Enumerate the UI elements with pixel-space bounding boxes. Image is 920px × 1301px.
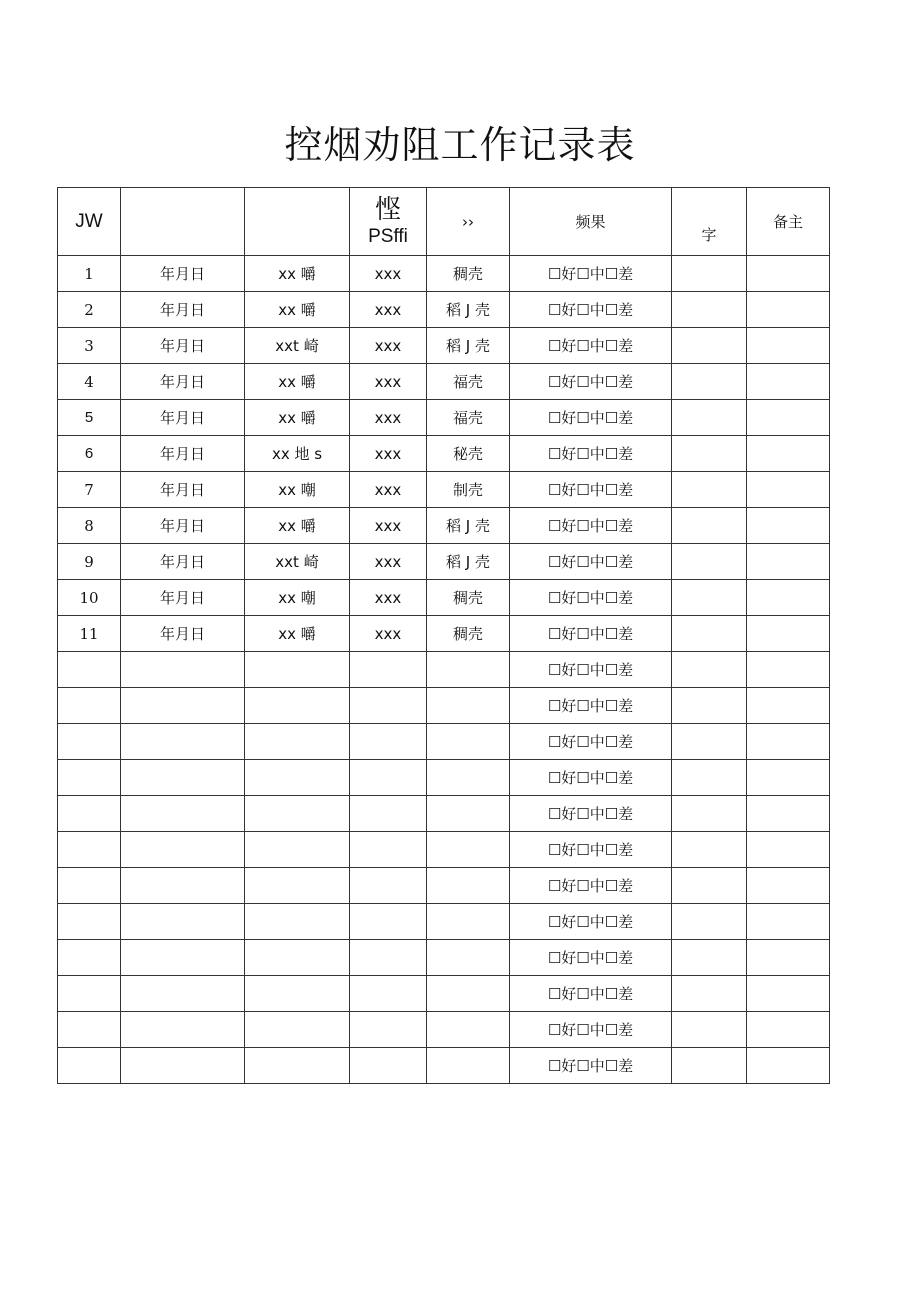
cell-signature: [672, 832, 747, 868]
cell-no: [58, 976, 121, 1012]
cell-no: 1: [58, 256, 121, 292]
cell-method: 稠壳: [427, 616, 510, 652]
cell-method: [427, 940, 510, 976]
cell-date: [121, 868, 245, 904]
cell-person: [350, 760, 427, 796]
cell-method: [427, 904, 510, 940]
cell-no: 11: [58, 616, 121, 652]
cell-no: [58, 796, 121, 832]
table-body: [58, 188, 830, 1084]
cell-signature: [672, 328, 747, 364]
cell-signature: [672, 256, 747, 292]
cell-no: 10: [58, 580, 121, 616]
cell-no: [58, 832, 121, 868]
cell-method: [427, 976, 510, 1012]
cell-remarks: [747, 652, 830, 688]
cell-signature: [672, 688, 747, 724]
page-title: 控烟劝阻工作记录表: [284, 123, 636, 167]
cell-result: ☐好☐中☐差: [510, 400, 672, 436]
cell-date: 年月日: [121, 544, 245, 580]
cell-person: xxx: [350, 364, 427, 400]
cell-location: [245, 652, 350, 688]
cell-remarks: [747, 544, 830, 580]
cell-person: xxx: [350, 328, 427, 364]
cell-method: 稠壳: [427, 580, 510, 616]
cell-remarks: [747, 580, 830, 616]
cell-date: 年月日: [121, 256, 245, 292]
table-row: [58, 868, 830, 904]
table-row: [58, 616, 830, 652]
cell-signature: [672, 868, 747, 904]
table-row: [58, 1048, 830, 1084]
cell-remarks: [747, 724, 830, 760]
cell-date: [121, 688, 245, 724]
cell-method: 稠壳: [427, 256, 510, 292]
cell-location: [245, 904, 350, 940]
cell-no: 6: [58, 436, 121, 472]
cell-location: [245, 1048, 350, 1084]
cell-remarks: [747, 364, 830, 400]
cell-method: 制壳: [427, 472, 510, 508]
cell-signature: [672, 976, 747, 1012]
cell-location: xx 嚼: [245, 364, 350, 400]
cell-signature: [672, 652, 747, 688]
cell-person: [350, 976, 427, 1012]
cell-result: ☐好☐中☐差: [510, 472, 672, 508]
cell-result: ☐好☐中☐差: [510, 652, 672, 688]
cell-no: [58, 1012, 121, 1048]
cell-person: [350, 868, 427, 904]
cell-remarks: [747, 796, 830, 832]
cell-method: [427, 832, 510, 868]
cell-result: ☐好☐中☐差: [510, 364, 672, 400]
cell-method: 福壳: [427, 400, 510, 436]
cell-remarks: [747, 292, 830, 328]
cell-remarks: [747, 1048, 830, 1084]
cell-person: xxx: [350, 580, 427, 616]
header-date: [121, 188, 245, 256]
cell-method: 秘壳: [427, 436, 510, 472]
cell-person: xxx: [350, 616, 427, 652]
cell-date: [121, 976, 245, 1012]
header-person: [350, 188, 427, 256]
table-row: [58, 328, 830, 364]
cell-date: 年月日: [121, 616, 245, 652]
cell-signature: [672, 508, 747, 544]
header-row: [58, 188, 830, 256]
header-person-top: 悭: [374, 194, 401, 225]
cell-result: ☐好☐中☐差: [510, 616, 672, 652]
cell-signature: [672, 1012, 747, 1048]
cell-no: 4: [58, 364, 121, 400]
cell-no: 3: [58, 328, 121, 364]
cell-remarks: [747, 256, 830, 292]
cell-location: xx 嚼: [245, 616, 350, 652]
cell-date: 年月日: [121, 364, 245, 400]
cell-remarks: [747, 616, 830, 652]
cell-person: xxx: [350, 436, 427, 472]
cell-date: [121, 940, 245, 976]
cell-location: xxt 崎: [245, 328, 350, 364]
cell-method: [427, 1048, 510, 1084]
cell-signature: [672, 724, 747, 760]
cell-no: [58, 652, 121, 688]
cell-person: xxx: [350, 544, 427, 580]
cell-location: [245, 796, 350, 832]
cell-date: [121, 760, 245, 796]
header-method: ››: [427, 188, 510, 256]
cell-signature: [672, 400, 747, 436]
cell-signature: [672, 472, 747, 508]
header-remarks: 备主: [747, 188, 830, 256]
cell-result: ☐好☐中☐差: [510, 940, 672, 976]
record-table: [57, 187, 830, 1084]
cell-location: xxt 崎: [245, 544, 350, 580]
cell-signature: [672, 940, 747, 976]
cell-no: 8: [58, 508, 121, 544]
cell-location: [245, 868, 350, 904]
cell-date: 年月日: [121, 580, 245, 616]
cell-result: ☐好☐中☐差: [510, 724, 672, 760]
cell-signature: [672, 796, 747, 832]
cell-location: [245, 1012, 350, 1048]
table-row: [58, 688, 830, 724]
cell-result: ☐好☐中☐差: [510, 1012, 672, 1048]
table-row: [58, 940, 830, 976]
cell-date: [121, 904, 245, 940]
cell-remarks: [747, 400, 830, 436]
cell-no: [58, 904, 121, 940]
cell-person: [350, 832, 427, 868]
cell-signature: [672, 760, 747, 796]
cell-result: ☐好☐中☐差: [510, 1048, 672, 1084]
cell-method: [427, 796, 510, 832]
cell-remarks: [747, 976, 830, 1012]
cell-remarks: [747, 436, 830, 472]
cell-method: [427, 1012, 510, 1048]
cell-signature: [672, 436, 747, 472]
cell-location: [245, 724, 350, 760]
table-row: [58, 472, 830, 508]
table-row: [58, 652, 830, 688]
header-no: JW: [58, 188, 121, 256]
cell-method: 稻 J 壳: [427, 508, 510, 544]
cell-remarks: [747, 868, 830, 904]
cell-result: ☐好☐中☐差: [510, 796, 672, 832]
cell-date: 年月日: [121, 292, 245, 328]
cell-location: [245, 832, 350, 868]
cell-method: 福壳: [427, 364, 510, 400]
cell-location: xx 嚼: [245, 256, 350, 292]
cell-signature: [672, 616, 747, 652]
cell-person: [350, 940, 427, 976]
cell-signature: [672, 1048, 747, 1084]
cell-method: [427, 868, 510, 904]
cell-result: ☐好☐中☐差: [510, 832, 672, 868]
header-signature: 字: [672, 188, 747, 256]
cell-location: [245, 976, 350, 1012]
cell-person: [350, 796, 427, 832]
cell-person: xxx: [350, 256, 427, 292]
cell-no: [58, 1048, 121, 1084]
cell-remarks: [747, 688, 830, 724]
cell-no: [58, 688, 121, 724]
cell-location: xx 地 s: [245, 436, 350, 472]
table-row: [58, 400, 830, 436]
cell-result: ☐好☐中☐差: [510, 436, 672, 472]
table-row: [58, 436, 830, 472]
cell-result: ☐好☐中☐差: [510, 868, 672, 904]
cell-method: 稻 J 壳: [427, 328, 510, 364]
cell-date: 年月日: [121, 472, 245, 508]
table-row: [58, 256, 830, 292]
cell-remarks: [747, 1012, 830, 1048]
cell-person: xxx: [350, 508, 427, 544]
cell-no: 2: [58, 292, 121, 328]
cell-remarks: [747, 328, 830, 364]
cell-method: 稻 J 壳: [427, 292, 510, 328]
cell-date: [121, 1048, 245, 1084]
cell-person: [350, 1012, 427, 1048]
cell-no: [58, 760, 121, 796]
cell-result: ☐好☐中☐差: [510, 760, 672, 796]
cell-signature: [672, 292, 747, 328]
cell-person: xxx: [350, 472, 427, 508]
cell-no: 5: [58, 400, 121, 436]
header-person-bottom: PSffi: [368, 225, 408, 247]
table-row: [58, 292, 830, 328]
cell-person: [350, 652, 427, 688]
cell-no: [58, 940, 121, 976]
header-result: 频果: [510, 188, 672, 256]
cell-result: ☐好☐中☐差: [510, 580, 672, 616]
cell-signature: [672, 904, 747, 940]
cell-remarks: [747, 832, 830, 868]
cell-location: [245, 688, 350, 724]
cell-date: 年月日: [121, 328, 245, 364]
cell-location: xx 嘲: [245, 472, 350, 508]
cell-result: ☐好☐中☐差: [510, 688, 672, 724]
cell-location: xx 嚼: [245, 400, 350, 436]
cell-result: ☐好☐中☐差: [510, 976, 672, 1012]
table-row: [58, 508, 830, 544]
table-row: [58, 364, 830, 400]
cell-method: [427, 760, 510, 796]
table-row: [58, 1012, 830, 1048]
cell-method: [427, 688, 510, 724]
cell-result: ☐好☐中☐差: [510, 508, 672, 544]
cell-remarks: [747, 760, 830, 796]
cell-remarks: [747, 940, 830, 976]
table-row: [58, 976, 830, 1012]
table-row: [58, 580, 830, 616]
cell-signature: [672, 544, 747, 580]
cell-person: xxx: [350, 292, 427, 328]
table-row: [58, 724, 830, 760]
table-row: [58, 904, 830, 940]
cell-no: [58, 868, 121, 904]
table-row: [58, 760, 830, 796]
cell-result: ☐好☐中☐差: [510, 544, 672, 580]
cell-date: 年月日: [121, 508, 245, 544]
cell-result: ☐好☐中☐差: [510, 904, 672, 940]
cell-no: [58, 724, 121, 760]
cell-signature: [672, 580, 747, 616]
cell-location: [245, 940, 350, 976]
cell-date: [121, 832, 245, 868]
header-location: [245, 188, 350, 256]
cell-person: [350, 904, 427, 940]
cell-remarks: [747, 508, 830, 544]
cell-method: [427, 652, 510, 688]
cell-location: xx 嚼: [245, 292, 350, 328]
cell-method: [427, 724, 510, 760]
cell-remarks: [747, 472, 830, 508]
cell-no: 9: [58, 544, 121, 580]
cell-date: [121, 796, 245, 832]
cell-date: [121, 1012, 245, 1048]
cell-location: xx 嘲: [245, 580, 350, 616]
cell-person: [350, 724, 427, 760]
cell-person: [350, 1048, 427, 1084]
cell-date: [121, 724, 245, 760]
table-row: [58, 832, 830, 868]
cell-result: ☐好☐中☐差: [510, 256, 672, 292]
table-row: [58, 544, 830, 580]
cell-date: 年月日: [121, 400, 245, 436]
cell-signature: [672, 364, 747, 400]
cell-date: [121, 652, 245, 688]
cell-result: ☐好☐中☐差: [510, 328, 672, 364]
cell-location: xx 嚼: [245, 508, 350, 544]
cell-person: [350, 688, 427, 724]
cell-person: xxx: [350, 400, 427, 436]
cell-no: 7: [58, 472, 121, 508]
cell-method: 稻 J 壳: [427, 544, 510, 580]
cell-remarks: [747, 904, 830, 940]
cell-date: 年月日: [121, 436, 245, 472]
cell-result: ☐好☐中☐差: [510, 292, 672, 328]
cell-location: [245, 760, 350, 796]
table-row: [58, 796, 830, 832]
